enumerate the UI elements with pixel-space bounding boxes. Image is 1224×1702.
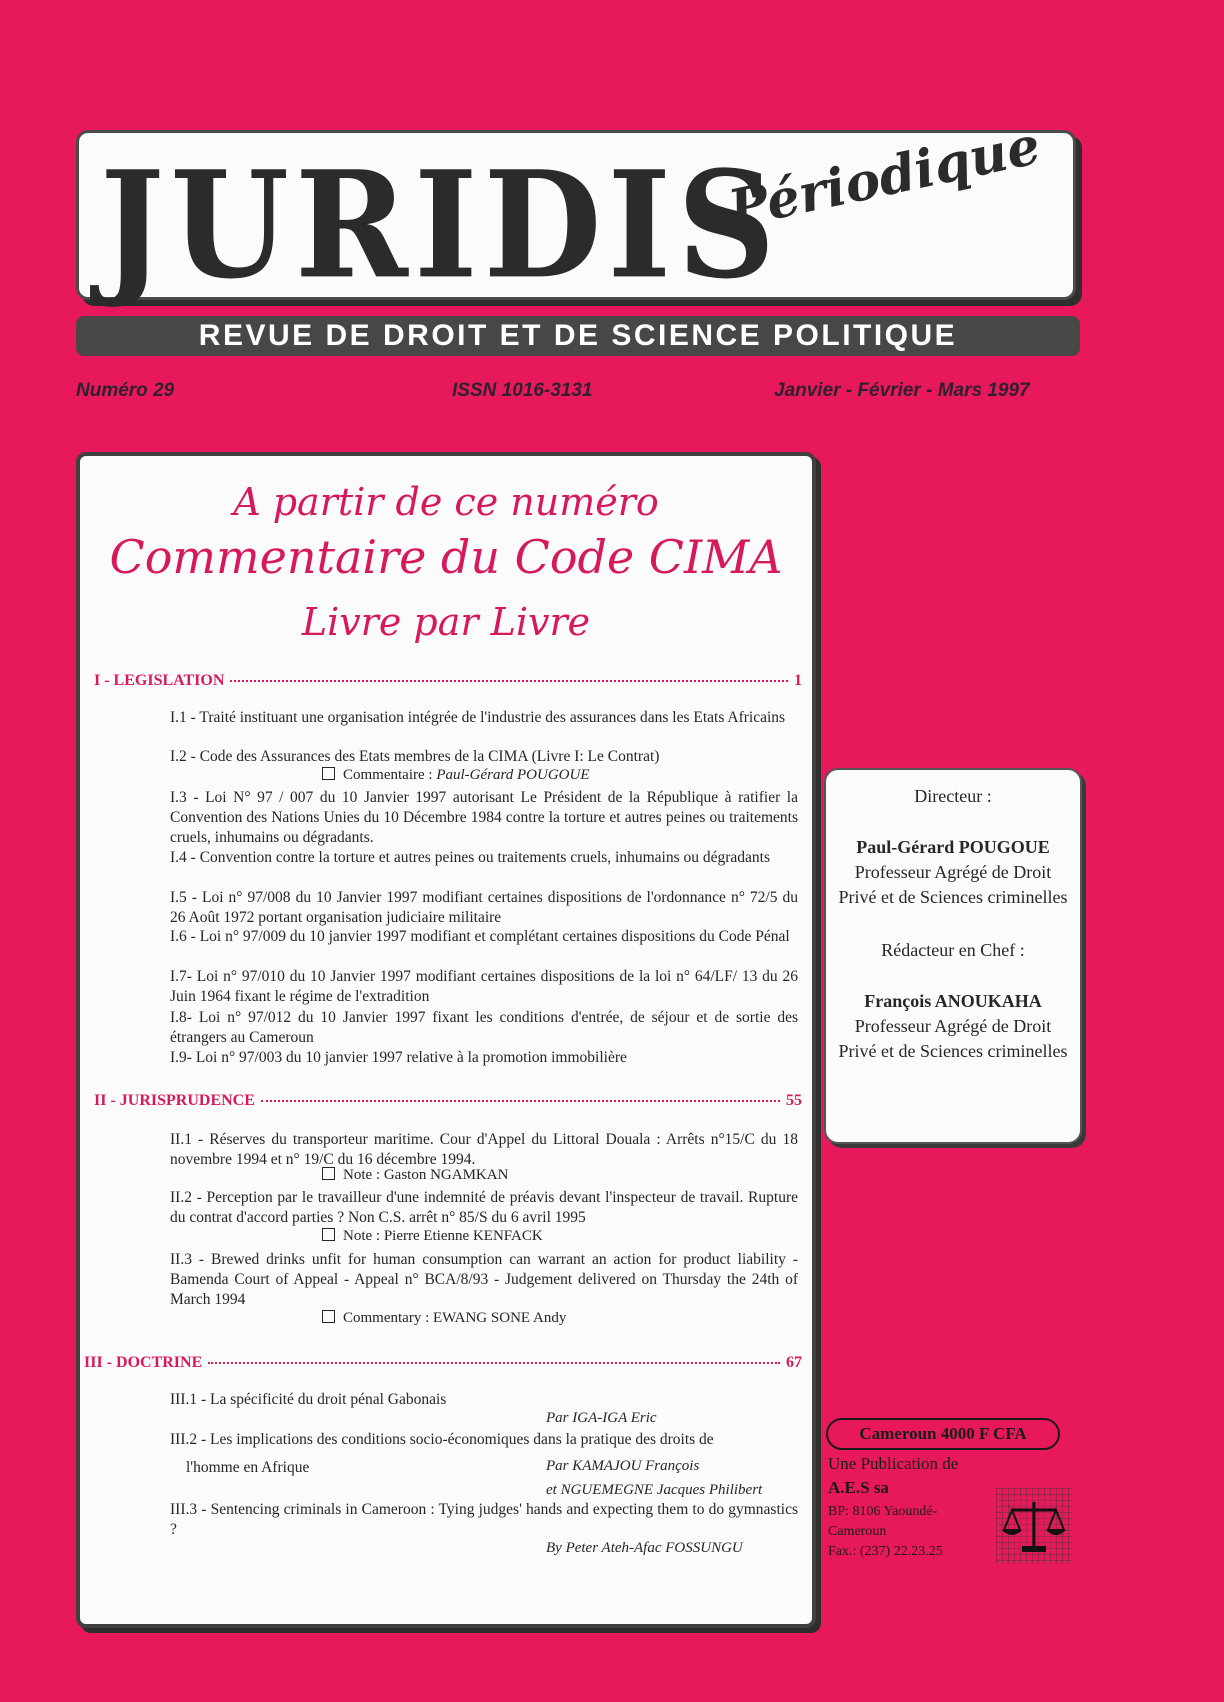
publisher-fax: Fax.: (237) 22.23.25 [828, 1544, 943, 1559]
announcement-line1: A partir de ce numéro [233, 480, 659, 524]
publisher-city: Cameroun [828, 1524, 887, 1539]
dot-leader [230, 680, 788, 682]
section-legislation [94, 672, 802, 690]
journal-band: REVUE DE DROIT ET DE SCIENCE POLITIQUE [76, 316, 1080, 356]
announcement-line3: Livre par Livre [301, 600, 591, 644]
scales-of-justice-icon [996, 1488, 1072, 1564]
note-line [322, 767, 589, 784]
price-badge: Cameroun 4000 F CFA [826, 1418, 1060, 1450]
author-line: Par KAMAJOU François [546, 1458, 700, 1474]
list-item: III.3 - Sentencing criminals in Cameroon : Tying judges' hands and expecting them to do gymnastics ? [170, 1501, 798, 1538]
section-page: 55 [786, 1092, 802, 1109]
director-title: Professeur Agrégé de Droit Privé et de Sciences criminelles [838, 862, 1068, 907]
section-page: 67 [786, 1354, 802, 1371]
author-line: By Peter Ateh-Afac FOSSUNGU [546, 1540, 743, 1556]
note-line: Note : Gaston NGAMKAN [322, 1167, 508, 1184]
section-page: 1 [794, 672, 802, 689]
author-line: Par IGA-IGA Eric [546, 1410, 657, 1426]
journal-title: JURIDIS [100, 139, 782, 312]
dot-leader [261, 1100, 780, 1102]
list-item: I.3 - Loi N° 97 / 007 du 10 Janvier 1997 autorisant Le Président de la République à ratifier la Convention des Nations Unies du 10 Décembre 1984 contre la torture et autres peines ou traitements cruels, inhumains ou dégradants. [170, 789, 798, 846]
list-item: I.8- Loi n° 97/012 du 10 Janvier 1997 fixant les conditions d'entrée, de séjour et de sortie des étrangers au Cameroun [170, 1009, 798, 1046]
list-item: I.4 - Convention contre la torture et autres peines ou traitements cruels, inhumains ou dégradants [170, 849, 771, 866]
section-title: I - LEGISLATION [94, 672, 225, 689]
publisher-name: A.E.S sa [828, 1478, 889, 1497]
list-item: II.3 - Brewed drinks unfit for human consumption can warrant an action for product liability - Bamenda Court of Appeal - Appeal n° BCA/8/93 - Judgement delivered on Thursday the 24th of March 1994 [170, 1251, 798, 1308]
issn: ISSN 1016-3131 [452, 380, 593, 401]
checkbox-icon [322, 1228, 335, 1241]
checkbox-icon [322, 767, 335, 780]
note-line: Commentary : EWANG SONE Andy [322, 1310, 566, 1327]
chief-label: Rédacteur en Chef : [881, 940, 1025, 960]
list-item: II.2 - Perception par le travailleur d'une indemnité de préavis devant l'inspecteur de travail. Rupture du contrat d'accord parties ? Non C.S. arrêt n° 85/S du 6 avril 1995 [170, 1189, 798, 1226]
list-item: l'homme en Afrique [186, 1459, 310, 1476]
list-item: I.7- Loi n° 97/010 du 10 Janvier 1997 modifiant certaines dispositions de la loi n° 64/LF/ 13 du 26 Juin 1964 fixant le régime de l'extradition [170, 968, 798, 1005]
publisher-line: Une Publication de [828, 1454, 959, 1473]
list-item: I.6 - Loi n° 97/009 du 10 janvier 1997 modifiant et complétant certaines dispositions du Code Pénal [170, 928, 790, 945]
note-line: Note : Pierre Etienne KENFACK [322, 1228, 543, 1245]
list-item: I.1 - Traité instituant une organisation intégrée de l'industrie des assurances dans les Etats Africains [170, 709, 786, 726]
section-jurisprudence [94, 1092, 802, 1110]
section-title: III - DOCTRINE [84, 1354, 203, 1371]
chief-name: François ANOUKAHA [864, 991, 1042, 1011]
list-item: III.1 - La spécificité du droit pénal Gabonais [170, 1391, 447, 1408]
section-doctrine [84, 1354, 802, 1372]
list-item: I.5 - Loi n° 97/008 du 10 Janvier 1997 modifiant certaines dispositions de l'ordonnance n° 72/5 du 26 Août 1972 portant organisation judiciaire militaire [170, 889, 798, 926]
section-title: II - JURISPRUDENCE [94, 1092, 255, 1109]
checkbox-icon [322, 1310, 335, 1323]
dot-leader [208, 1362, 780, 1364]
list-item: II.1 - Réserves du transporteur maritime. Cour d'Appel du Littoral Douala : Arrêts n°15/C du 18 novembre 1994 et n° 19/C du 16 décembre 1994. [170, 1131, 798, 1168]
note-label: Commentaire : [343, 767, 433, 783]
journal-subtitle-script: Périodique [723, 114, 1046, 241]
publisher-bp: BP: 8106 Yaoundé- [828, 1504, 938, 1519]
director-label: Directeur : [914, 786, 992, 806]
announcement-line2: Commentaire du Code CIMA [109, 530, 783, 584]
list-item: I.9- Loi n° 97/003 du 10 janvier 1997 relative à la promotion immobilière [170, 1049, 627, 1066]
list-item: I.2 - Code des Assurances des Etats membres de la CIMA (Livre I: Le Contrat) [170, 748, 660, 765]
issue-number: Numéro 29 [76, 380, 175, 401]
author-line: et NGUEMEGNE Jacques Philibert [546, 1482, 763, 1498]
chief-title: Professeur Agrégé de Droit Privé et de Sciences criminelles [838, 1016, 1068, 1061]
note-author: Paul-Gérard POUGOUE [436, 767, 590, 783]
issue-date: Janvier - Février - Mars 1997 [774, 380, 1030, 401]
checkbox-icon [322, 1167, 335, 1180]
directors-box [824, 768, 1082, 1144]
list-item: III.2 - Les implications des conditions socio-économiques dans la pratique des droits de [170, 1431, 714, 1448]
director-name: Paul-Gérard POUGOUE [856, 837, 1050, 857]
